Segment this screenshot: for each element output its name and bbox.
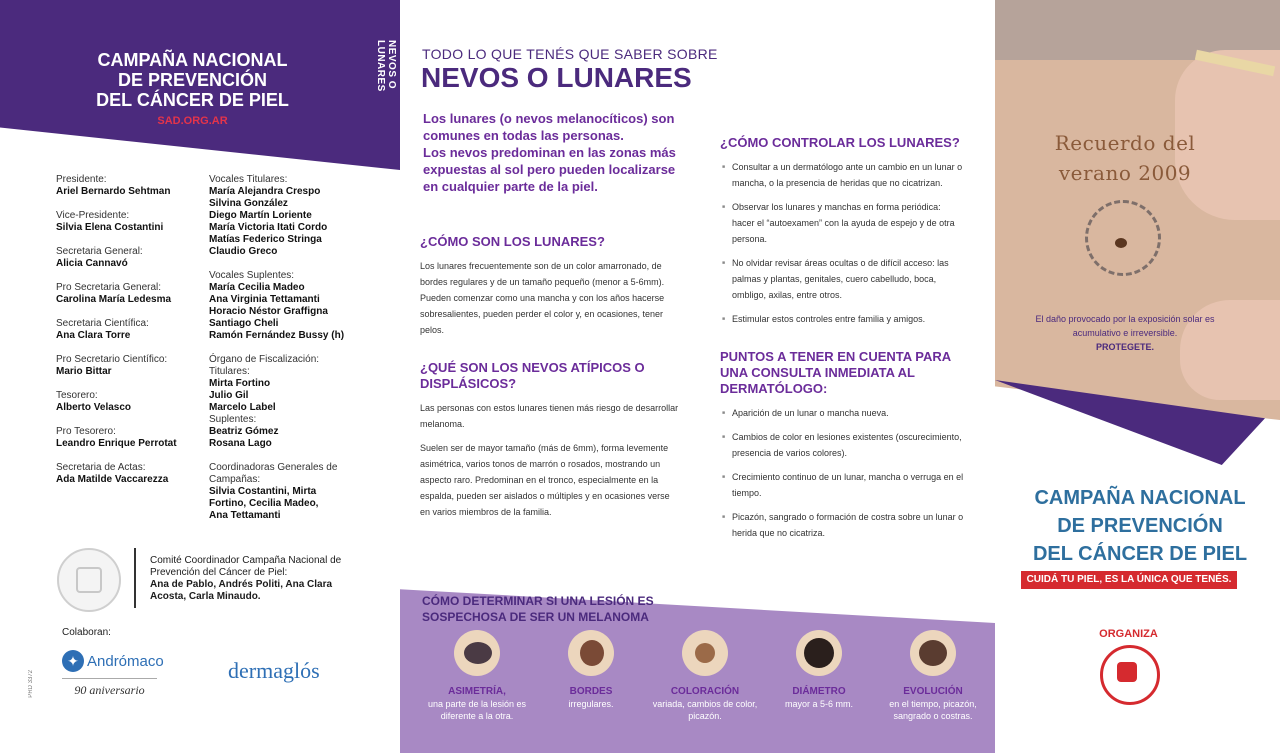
section-body: Suelen ser de mayor tamaño (más de 6mm), forma levemente asimétrica, varios tonos de marrón o rosados, mostrando un aspecto raro. Predominan en el tronco, especialmente en la espalda, pueden ser aislados o múltiples y en ocasiones verse en varios miembros de la familia.: [420, 443, 670, 517]
board-name: Ada Matilde Vaccarezza: [56, 474, 169, 485]
board-role: Secretaria General:: [56, 246, 143, 257]
association-seal-icon: [57, 548, 121, 612]
andromaco-logo: [62, 650, 172, 698]
board-entry: [56, 246, 206, 270]
andromaco-icon: ✦: [62, 650, 84, 672]
abcde-label: BORDES: [569, 686, 613, 697]
intro-line: Los nevos predominan en las zonas más expuestas al sol pero pueden localizarse en cualquier parte de la piel.: [423, 145, 676, 194]
board-name: Marcelo Label: [209, 402, 276, 413]
abcde-title: CÓMO DETERMINAR SI UNA LESIÓN ES SOSPECHOSA DE SER UN MELANOMA: [422, 594, 654, 624]
board-entry: [56, 354, 206, 378]
board-entry: [56, 390, 206, 414]
board-name: Santiago Cheli: [209, 318, 279, 329]
board-name: Mirta Fortino: [209, 378, 271, 389]
abcde-text: irregulares.: [568, 699, 614, 709]
photo-title: Recuerdo del verano 2009: [1054, 131, 1196, 185]
board-name: Silvia Costantini, Mirta Fortino, Cecilia Madeo,: [209, 486, 319, 509]
mole-spot: [1115, 238, 1127, 248]
mole-photo-icon: [454, 630, 500, 676]
banner-title-line: CAMPAÑA NACIONAL: [97, 50, 288, 70]
board-name: Matías Federico Stringa: [209, 234, 322, 245]
photo-note-emphasis: PROTEGETE.: [1095, 342, 1154, 352]
board-role: Secretaria de Actas:: [56, 462, 146, 473]
mole-photo-icon: [682, 630, 728, 676]
board-name: María Alejandra Crespo: [209, 186, 321, 197]
board-entry: [209, 354, 349, 450]
board-subrole: Titulares:: [209, 366, 250, 377]
list-item: ■ Cambios de color en lesiones existentes (oscurecimiento, presencia de varios colores).: [720, 429, 965, 461]
photo-note-text: El daño provocado por la exposición solar es acumulativo e irreversible.: [1035, 314, 1215, 338]
abcde-item: [762, 630, 876, 722]
intro-text: [423, 110, 683, 195]
board-entry: [209, 174, 349, 258]
campaign-title-line: DEL CÁNCER DE PIEL: [1032, 543, 1248, 565]
board-role: Vocales Suplentes:: [209, 270, 295, 281]
board-name: Ariel Bernardo Sehtman: [56, 186, 171, 197]
board-entry: [56, 210, 206, 234]
board-name: Alicia Cannavó: [56, 258, 128, 269]
board-role: Coordinadoras Generales de Campañas:: [209, 462, 338, 485]
andromaco-name: Andrómaco: [87, 652, 164, 670]
board-name: Diego Martín Loriente: [209, 210, 312, 221]
board-subrole: Suplentes:: [209, 414, 257, 425]
banner-title-line: DE PREVENCIÓN: [117, 70, 268, 90]
colaboran-label: Colaboran:: [62, 627, 111, 638]
abcde-label: COLORACIÓN: [670, 686, 740, 697]
kicker: TODO LO QUE TENÉS QUE SABER SOBRE: [422, 46, 718, 62]
board-role: Órgano de Fiscalización:: [209, 354, 320, 365]
board-name: Ramón Fernández Bussy (h): [209, 330, 345, 341]
board-role: Pro Secretario Científico:: [56, 354, 168, 365]
section-title: ¿CÓMO SON LOS LUNARES?: [420, 234, 605, 249]
middle-panel: [400, 0, 995, 753]
andromaco-anniversary: 90 aniversario: [62, 678, 157, 698]
board-role: Pro Secretaria General:: [56, 282, 162, 293]
campaign-title-line: CAMPAÑA NACIONAL: [1034, 487, 1246, 509]
list-item: ■ No olvidar revisar áreas ocultas o de difícil acceso: las palmas y plantas, genitales, cuero cabelludo, boca, ombligo, axilas, entre otros.: [720, 255, 965, 303]
abcde-label: DIÁMETRO: [792, 686, 846, 697]
intro-line: Los lunares (o nevos melanocíticos) son comunes en todas las personas.: [423, 111, 675, 143]
board-name: Ana Virginia Tettamanti: [209, 294, 320, 305]
committee-block: [150, 555, 360, 603]
board-entry: [56, 174, 206, 198]
board-entry: [209, 270, 349, 342]
vertical-tab-label: NEVOS O LUNARES: [375, 40, 397, 92]
list-item: ■ Aparición de un lunar o mancha nueva.: [720, 405, 965, 421]
abcde-text: variada, cambios de color, picazón.: [652, 699, 758, 721]
banner-title: [0, 50, 385, 110]
section-title: ¿CÓMO CONTROLAR LOS LUNARES?: [720, 135, 960, 150]
divider: [134, 548, 136, 608]
board-name: Silvina González: [209, 198, 288, 209]
section-body: Los lunares frecuentemente son de un color amarronado, de bordes regulares y de un tamaño pequeño (menor a 5-6mm). Pueden comenzar como una mancha y con los años hacerse sobresalientes, pueden perder el color y, en ocasiones, tener pelos.: [420, 261, 665, 335]
board-name: Alberto Velasco: [56, 402, 132, 413]
section-body: Las personas con estos lunares tienen más riesgo de desarrollar melanoma.: [420, 403, 679, 429]
board-name: Claudio Greco: [209, 246, 278, 257]
board-name: María Victoria Itati Cordo: [209, 222, 328, 233]
abcde-item: [420, 630, 534, 722]
board-entry: [56, 426, 206, 450]
board-entry: [56, 282, 206, 306]
board-name: Julio Gil: [209, 390, 249, 401]
banner-url[interactable]: SAD.ORG.AR: [157, 115, 228, 127]
list-item: ■ Observar los lunares y manchas en forma periódica: hacer el “autoexamen” con la ayuda de espejo y de otra persona.: [720, 199, 965, 247]
list-item: ■ Estimular estos controles entre familia y amigos.: [720, 311, 965, 327]
abcde-item: [876, 630, 990, 722]
section-title: ¿QUÉ SON LOS NEVOS ATÍPICOS O DISPLÁSICOS?: [420, 360, 645, 391]
info-column-left: [420, 234, 680, 526]
abcde-item: [534, 630, 648, 722]
mole-photo-icon: [796, 630, 842, 676]
committee-members: Ana de Pablo, Andrés Politi, Ana Clara Acosta, Carla Minaudo.: [150, 579, 333, 602]
abcde-label: EVOLUCIÓN: [903, 686, 963, 697]
board-name: Silvia Elena Costantini: [56, 222, 164, 233]
board-role: Secretaria Científica:: [56, 318, 149, 329]
board-role: Tesorero:: [56, 390, 98, 401]
tagline: CUIDÁ TU PIEL, ES LA ÚNICA QUE TENÉS.: [1021, 571, 1237, 589]
mole-photo-icon: [910, 630, 956, 676]
board-name: María Cecilia Madeo: [209, 282, 305, 293]
list-item: ■ Consultar a un dermatólogo ante un cambio en un lunar o mancha, o la presencia de heridas que no cicatrizan.: [720, 159, 965, 191]
info-column-right: [720, 133, 965, 563]
board-entry: [209, 462, 349, 522]
board-role: Vice-Presidente:: [56, 210, 130, 221]
campaign-title: [1015, 484, 1265, 568]
product-code: PRD 3372: [28, 670, 34, 698]
abcde-label: ASIMETRÍA,: [448, 686, 506, 697]
warning-list: [720, 405, 965, 541]
board-name: Horacio Néstor Graffigna: [209, 306, 328, 317]
organizer-seal-icon: [1100, 645, 1160, 705]
campaign-title-line: DE PREVENCIÓN: [1057, 515, 1223, 537]
abcde-text: una parte de la lesión es diferente a la otra.: [427, 699, 527, 721]
board-name: Rosana Lago: [209, 438, 272, 449]
board-name: Ana Tettamanti: [209, 510, 281, 521]
control-list: [720, 159, 965, 327]
board-column-b: [209, 174, 349, 534]
abcde-text: en el tiempo, picazón, sangrado o costras.: [889, 699, 977, 721]
board-name: Beatriz Gómez: [209, 426, 279, 437]
board-name: Carolina María Ledesma: [56, 294, 172, 305]
dermaglos-logo: dermaglós: [228, 658, 320, 683]
committee-title: Comité Coordinador Campaña Nacional de Prevención del Cáncer de Piel:: [150, 555, 342, 578]
board-entry: [56, 462, 206, 486]
board-column-a: [56, 174, 206, 498]
board-name: Ana Clara Torre: [56, 330, 131, 341]
right-panel: [995, 0, 1280, 753]
skin-photo: [995, 0, 1280, 420]
board-name: Leandro Enrique Perrotat: [56, 438, 177, 449]
photo-note: [1035, 312, 1215, 354]
abcde-row: [420, 630, 990, 722]
left-panel: [0, 0, 400, 753]
abcde-text: mayor a 5-6 mm.: [784, 699, 853, 709]
list-item: ■ Picazón, sangrado o formación de costra sobre un lunar o herida que no cicatriza.: [720, 509, 965, 541]
board-role: Presidente:: [56, 174, 107, 185]
banner-title-line: DEL CÁNCER DE PIEL: [96, 90, 289, 110]
board-name: Mario Bittar: [56, 366, 112, 377]
section-title: PUNTOS A TENER EN CUENTA PARA UNA CONSULTA INMEDIATA AL DERMATÓLOGO:: [720, 349, 951, 396]
abcde-item: [648, 630, 762, 722]
mole-photo-icon: [568, 630, 614, 676]
organiza-label: ORGANIZA: [1099, 628, 1158, 640]
board-entry: [56, 318, 206, 342]
board-role: Pro Tesorero:: [56, 426, 116, 437]
headline: NEVOS O LUNARES: [421, 62, 692, 93]
board-role: Vocales Titulares:: [209, 174, 288, 185]
list-item: ■ Crecimiento continuo de un lunar, mancha o verruga en el tiempo.: [720, 469, 965, 501]
